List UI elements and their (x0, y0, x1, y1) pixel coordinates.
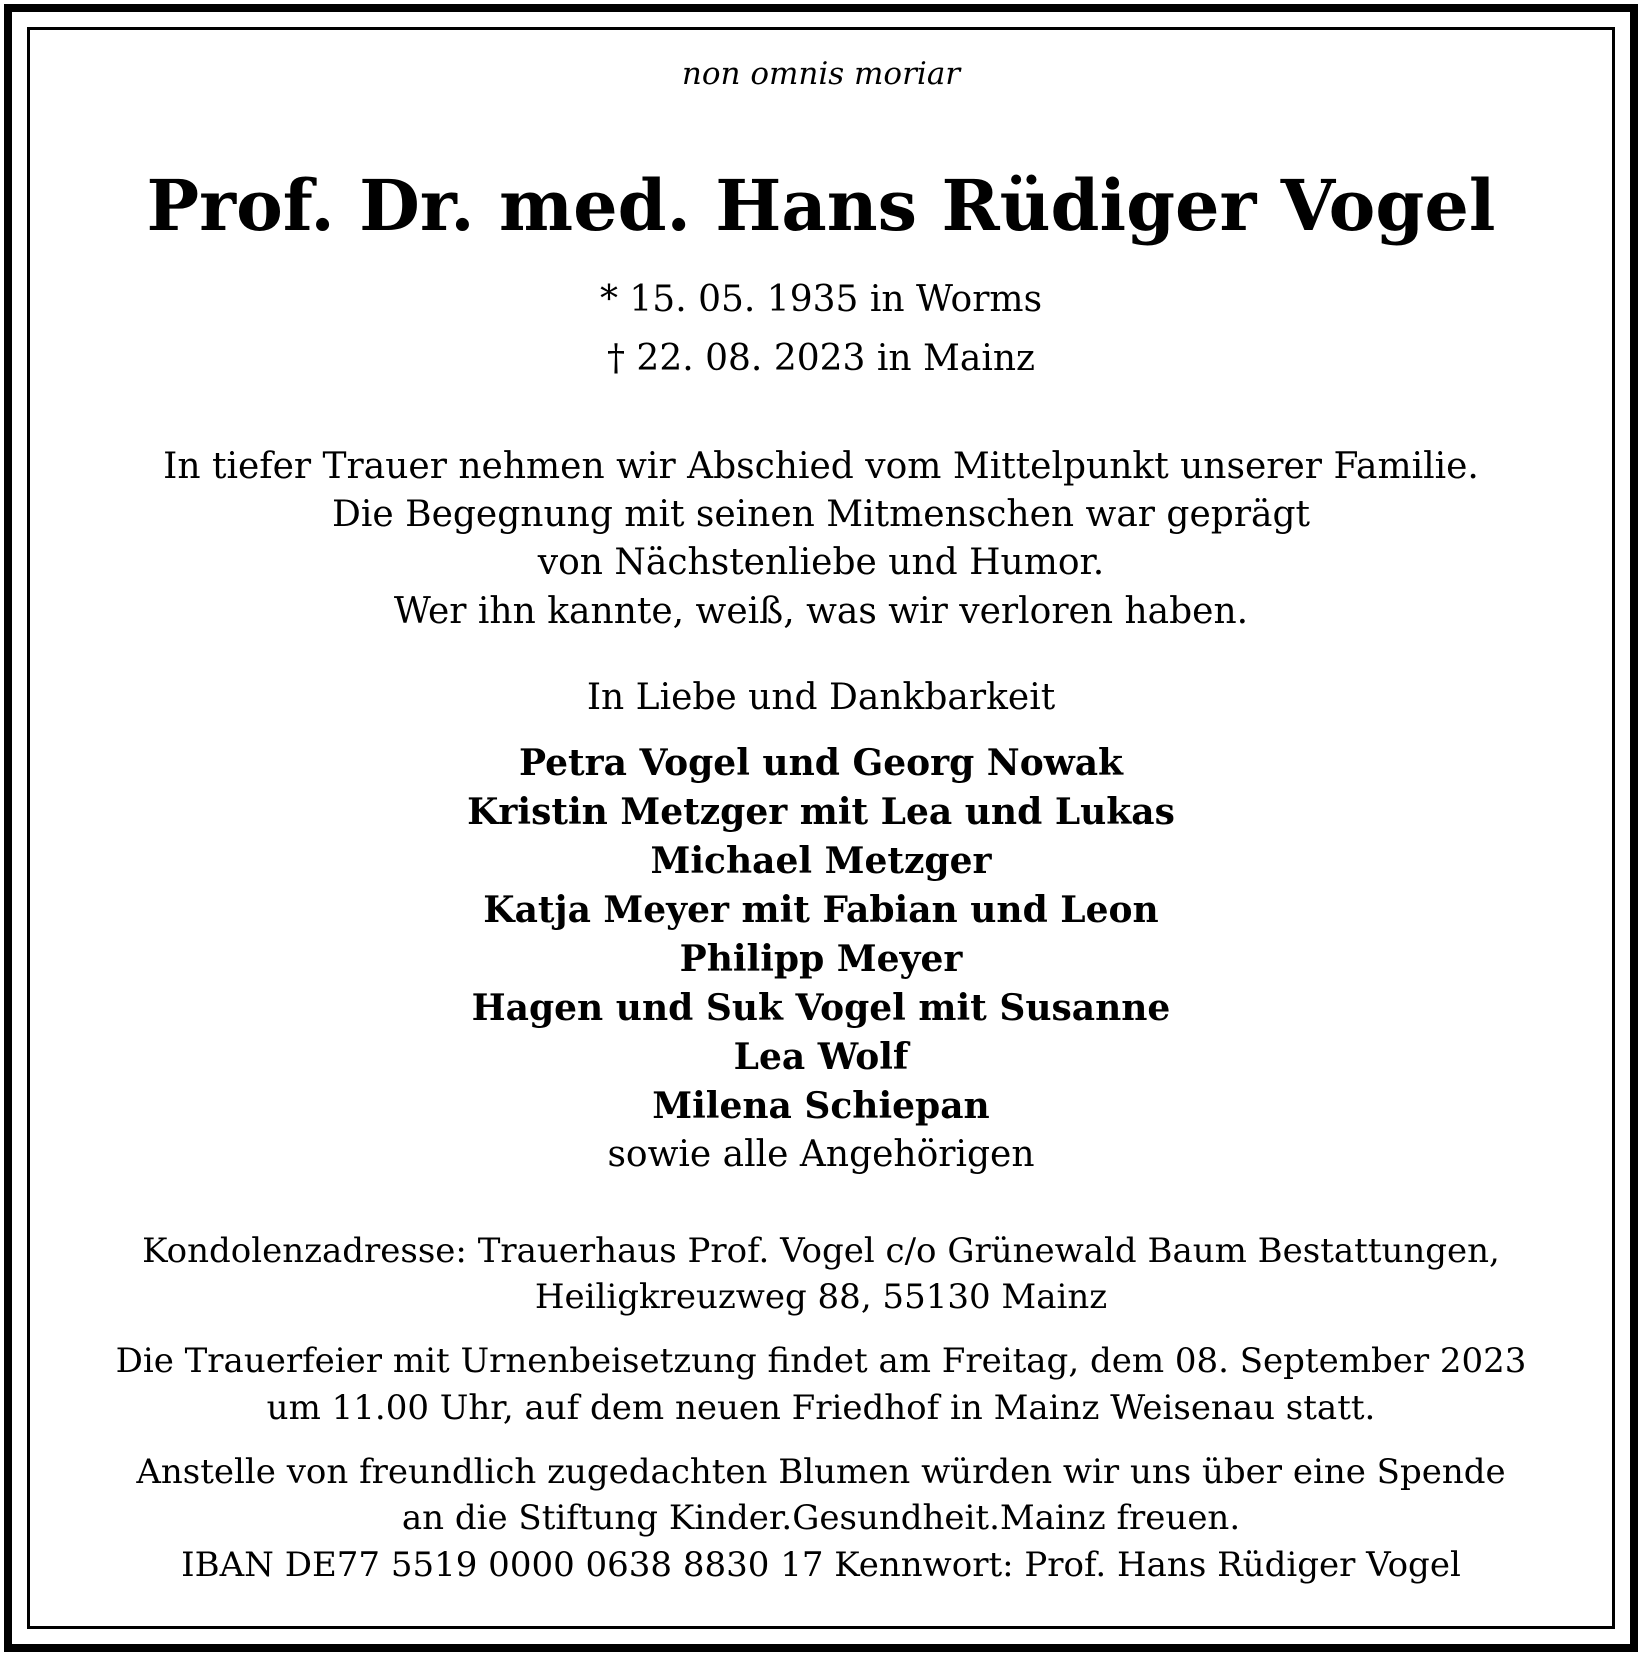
deceased-name: Prof. Dr. med. Hans Rüdiger Vogel (146, 164, 1496, 247)
mourner-name: Milena Schiepan (652, 1085, 990, 1127)
donation-info: an die Stiftung Kinder.Gesundheit.Mainz freuen. (401, 1498, 1241, 1538)
mourner-name: Petra Vogel und Georg Nowak (519, 742, 1123, 784)
message-line: von Nächstenliebe und Humor. (537, 542, 1105, 583)
mourner-name: Michael Metzger (650, 840, 992, 882)
mourner-name: Kristin Metzger mit Lea und Lukas (467, 791, 1175, 833)
relatives-line: sowie alle Angehörigen (607, 1134, 1035, 1175)
message-line: Die Begegnung mit seinen Mitmenschen war geprägt (331, 494, 1311, 535)
mourner-name: Katja Meyer mit Fabian und Leon (483, 889, 1159, 931)
condolence-address: Kondolenzadresse: Trauerhaus Prof. Vogel c/o Grünewald Baum Bestattungen, (142, 1231, 1500, 1271)
condolence-address: Heiligkreuzweg 88, 55130 Mainz (534, 1277, 1108, 1317)
ceremony-info: um 11.00 Uhr, auf dem neuen Friedhof in Mainz Weisenau statt. (266, 1388, 1376, 1428)
obituary-notice (30, 30, 1612, 1626)
donation-iban: IBAN DE77 5519 0000 0638 8830 17 Kennwort: Prof. Hans Rüdiger Vogel (181, 1545, 1461, 1585)
birth-date: * 15. 05. 1935 in Worms (599, 279, 1043, 320)
gratitude-line: In Liebe und Dankbarkeit (586, 677, 1056, 718)
donation-info: Anstelle von freundlich zugedachten Blumen würden wir uns über eine Spende (136, 1452, 1506, 1492)
death-date: † 22. 08. 2023 in Mainz (606, 338, 1036, 379)
mourner-name: Lea Wolf (733, 1036, 909, 1078)
motto: non omnis moriar (681, 56, 961, 92)
message-line: Wer ihn kannte, weiß, was wir verloren haben. (393, 591, 1249, 632)
message-line: In tiefer Trauer nehmen wir Abschied vom Mittelpunkt unserer Familie. (163, 446, 1479, 487)
ceremony-info: Die Trauerfeier mit Urnenbeisetzung findet am Freitag, dem 08. September 2023 (115, 1341, 1527, 1381)
mourner-name: Philipp Meyer (679, 938, 963, 980)
mourner-name: Hagen und Suk Vogel mit Susanne (471, 987, 1171, 1029)
